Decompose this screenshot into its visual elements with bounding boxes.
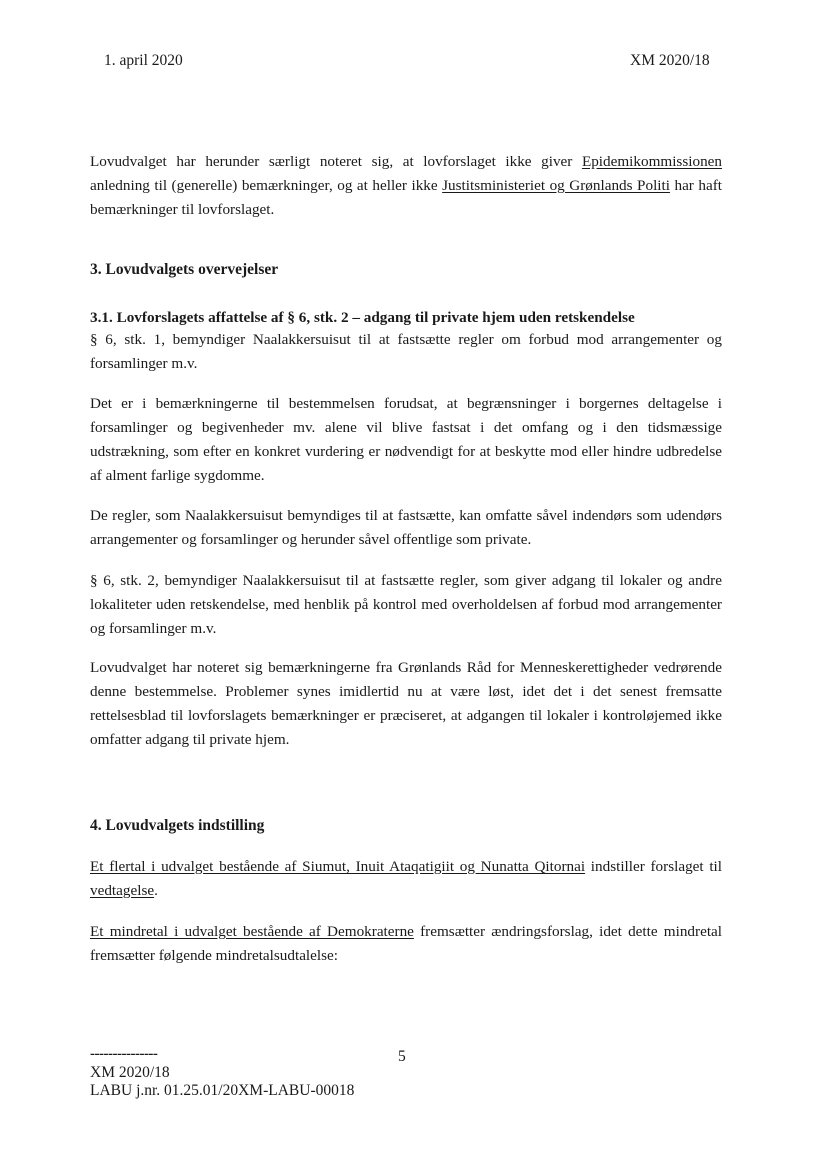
section-4-paragraph-2 (90, 920, 722, 968)
section-4-heading: 4. Lovudvalgets indstilling (90, 817, 265, 834)
vedtagelse-link: vedtagelse (90, 882, 155, 899)
section-3-paragraph-2: Det er i bemærkningerne til bestemmelsen forudsat, at begrænsninger i borgernes deltagelse i forsamlinger og begivenheder mv. alene vil blive fastsat i det omfang og i den tidsmæssige udstrækning, som efter en konkret vurdering er nødvendigt for at beskytte mod eller hindre udbredelse af alment farlige sygdomme. (90, 395, 722, 484)
section-3-paragraph-3: De regler, som Naalakkersuisut bemyndiges til at fastsætte, kan omfatte såvel indendørs som udendørs arrangementer og forsamlinger og herunder såvel offentlige som private. (90, 507, 722, 548)
majority-parties-link: Et flertal i udvalget bestående af Siumut, Inuit Ataqatigiit og Nunatta Qitornai (90, 858, 586, 875)
section-3-1-heading: 3.1. Lovforslagets affattelse af § 6, stk. 2 – adgang til private hjem uden retskendelse (90, 309, 635, 326)
section-3-paragraph-1: § 6, stk. 1, bemyndiger Naalakkersuisut til at fastsætte regler om forbud mod arrangementer og forsamlinger m.v. (90, 331, 722, 372)
section-4-paragraph-1 (90, 855, 722, 903)
link-epidemikommissionen: Epidemikommissionen (581, 153, 722, 170)
link-justitsministeriet: Justitsministeriet og Grønlands Politi (442, 177, 670, 194)
header-date: 1. april 2020 (104, 52, 183, 69)
section-3-paragraph-4: § 6, stk. 2, bemyndiger Naalakkersuisut til at fastsætte regler, som giver adgang til lokaler og andre lokaliteter uden retskendelse, med henblik på kontrol med overholdelsen af forbud mod arrangementer og forsamlinger m.v. (90, 572, 722, 637)
header-document-id: XM 2020/18 (630, 52, 710, 69)
intro-paragraph (90, 150, 722, 222)
page-number: 5 (398, 1048, 406, 1065)
section-3-paragraph-5: Lovudvalget har noteret sig bemærkningerne fra Grønlands Råd for Menneskerettigheder vedrørende denne bestemmelse. Problemer synes imidlertid nu at være løst, idet det i det senest fremsatte rettelsesblad til lovforslagets bemærkninger er præciseret, at adgangen til lokaler i kontroløjemed ikke omfatter adgang til private hjem. (90, 659, 722, 748)
footer-document-id: XM 2020/18 (90, 1064, 170, 1081)
footer-separator: --------------- (90, 1046, 158, 1062)
section-3-heading: 3. Lovudvalgets overvejelser (90, 261, 279, 278)
intro-text-3: har haft bemærkninger til lovforslaget. (90, 177, 722, 218)
intro-text-1: Lovudvalget har herunder særligt noteret sig, at lovforslaget ikke giver (90, 153, 573, 170)
minority-party-link: Et mindretal i udvalget bestående af Demokraterne (90, 923, 414, 940)
section-4-p1-text-2: . (154, 882, 158, 899)
section-4-p2-text: fremsætter ændringsforslag, idet dette mindretal fremsætter følgende mindretalsudtalelse: (90, 923, 722, 964)
footer-journal-number: LABU j.nr. 01.25.01/20XM-LABU-00018 (90, 1082, 355, 1099)
section-4-p1-text-1: indstiller forslaget til (585, 858, 722, 875)
intro-text-2: anledning til (generelle) bemærkninger, og at heller ikke (90, 177, 438, 194)
